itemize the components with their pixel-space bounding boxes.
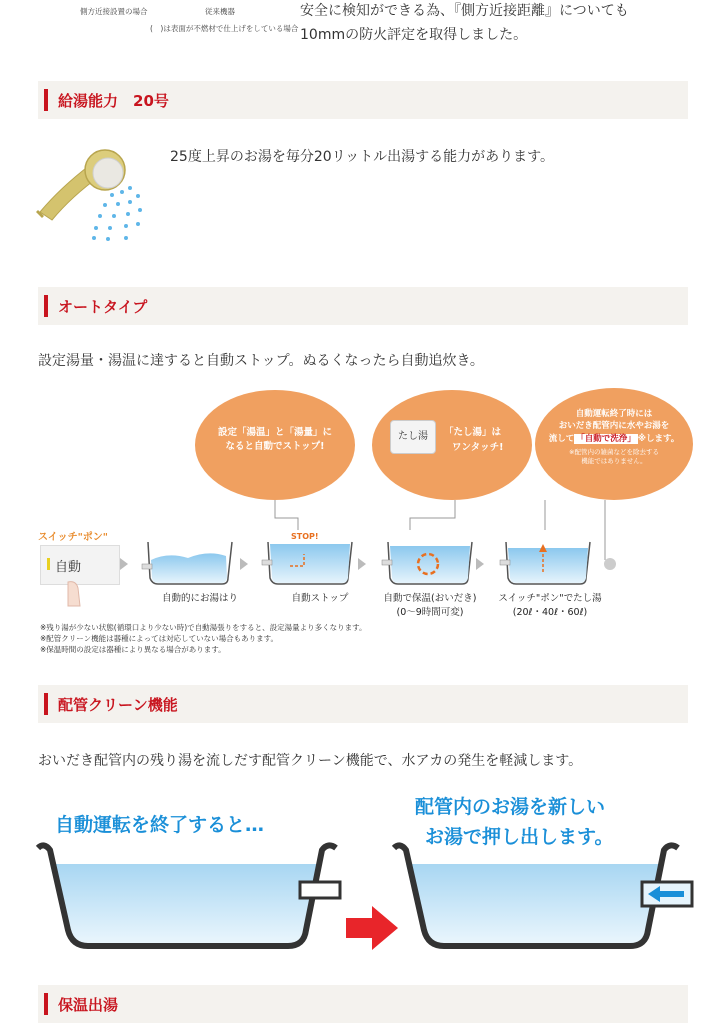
bubble-text: 「たし湯」は — [444, 427, 502, 438]
shower-head-icon — [30, 140, 160, 250]
auto-clean-highlight: 「自動で洗浄」 — [576, 433, 636, 444]
section-header-auto — [38, 287, 688, 325]
step-label: 自動的にお湯はり — [161, 593, 238, 604]
step-sublabel: (20ℓ・40ℓ・60ℓ) — [512, 607, 588, 618]
auto-button-label: 自動 — [55, 560, 82, 575]
auto-note: ※配管クリーン機能は器種によっては対応していない場合もあります。 — [40, 634, 279, 643]
indicator-light — [47, 558, 50, 570]
auto-note: ※保温時間の設定は器種により異なる場合があります。 — [40, 645, 226, 654]
right-caption-line1: 配管内のお湯を新しい — [415, 796, 606, 818]
right-caption-line2: お湯で押し出します。 — [425, 826, 614, 848]
bubble-text: ワンタッチ! — [452, 442, 504, 453]
step-sublabel: (0〜9時間可変) — [396, 607, 464, 618]
section-marker — [44, 993, 48, 1015]
section-title: 配管クリーン機能 — [58, 696, 178, 714]
section-header-pipe-clean — [38, 685, 688, 723]
bubble-auto-clean — [535, 388, 693, 500]
step-label: 自動ストップ — [291, 593, 349, 604]
section-marker — [44, 693, 48, 715]
bubble-auto-stop — [195, 390, 355, 500]
pipe-clean-illustration — [0, 830, 718, 970]
bubble-text: 自動運転終了時には — [575, 409, 653, 419]
pipe-clean-text: おいだき配管内の残り湯を流しだす配管クリーン機能で、水アカの発生を軽減します。 — [38, 753, 583, 769]
switch-label: スイッチ"ポン" — [38, 532, 109, 543]
top-text-line2: 10mmの防火評定を取得しました。 — [300, 27, 528, 43]
section-header-capacity — [38, 81, 688, 119]
section-title: 保温出湯 — [58, 996, 119, 1014]
bubble-text: 設定「湯温」と「湯量」に — [217, 427, 332, 438]
bubble-top-up — [372, 390, 532, 500]
top-text-line1: 安全に検知ができる為、『側方近接距離』についても — [300, 3, 629, 19]
section-header-keep-warm — [38, 985, 688, 1023]
tub-stop — [262, 542, 352, 584]
bubble-text-row — [535, 433, 693, 445]
bubble-note: ※配管内の雑菌などを除去する — [569, 447, 659, 456]
left-caption: 自動運転を終了すると… — [55, 814, 265, 836]
auto-note: ※残り湯が少ない状態(循環口より少ない時)で自動湯張りをすると、設定湯量より多くなります。 — [40, 623, 367, 632]
finger-icon — [62, 580, 92, 610]
tashiyu-button: たし湯 — [390, 420, 436, 454]
bubble-text: なると自動でストップ! — [225, 440, 325, 452]
step-label: 自動で保温(おいだき) — [383, 593, 477, 604]
bubble-text: ※します。 — [637, 433, 680, 444]
red-arrow-icon — [346, 906, 398, 950]
tub-filling — [142, 542, 232, 584]
section-title: 給湯能力 20号 — [58, 92, 169, 110]
tub-right — [394, 845, 692, 946]
bubble-text: 流して — [548, 433, 575, 444]
tub-top-up — [500, 542, 590, 584]
small-label-proximity: 側方近接設置の場合 — [80, 7, 148, 16]
auto-button-panel — [40, 545, 120, 585]
capacity-text: 25度上昇のお湯を毎分20リットル出湯する能力があります。 — [170, 149, 554, 165]
section-title: オートタイプ — [58, 298, 148, 316]
auto-intro-text: 設定湯量・湯温に達すると自動ストップ。ぬるくなったら自動追炊き。 — [38, 353, 484, 369]
tub-left — [38, 845, 340, 946]
small-label-conventional: 従来機器 — [205, 7, 235, 16]
section-marker — [44, 295, 48, 317]
bubble-note: 機能ではありません。 — [581, 457, 647, 466]
bubble-text: おいだき配管内に水やお湯を — [558, 421, 670, 432]
tub-keep-warm — [382, 542, 472, 584]
auto-tubs — [118, 530, 618, 590]
stop-label: STOP! — [291, 532, 319, 541]
small-note-fireproof: ( )は表面が不燃材で仕上げをしている場合 — [150, 24, 299, 33]
section-marker — [44, 89, 48, 111]
step-label: スイッチ"ポン"でたし湯 — [498, 593, 602, 604]
